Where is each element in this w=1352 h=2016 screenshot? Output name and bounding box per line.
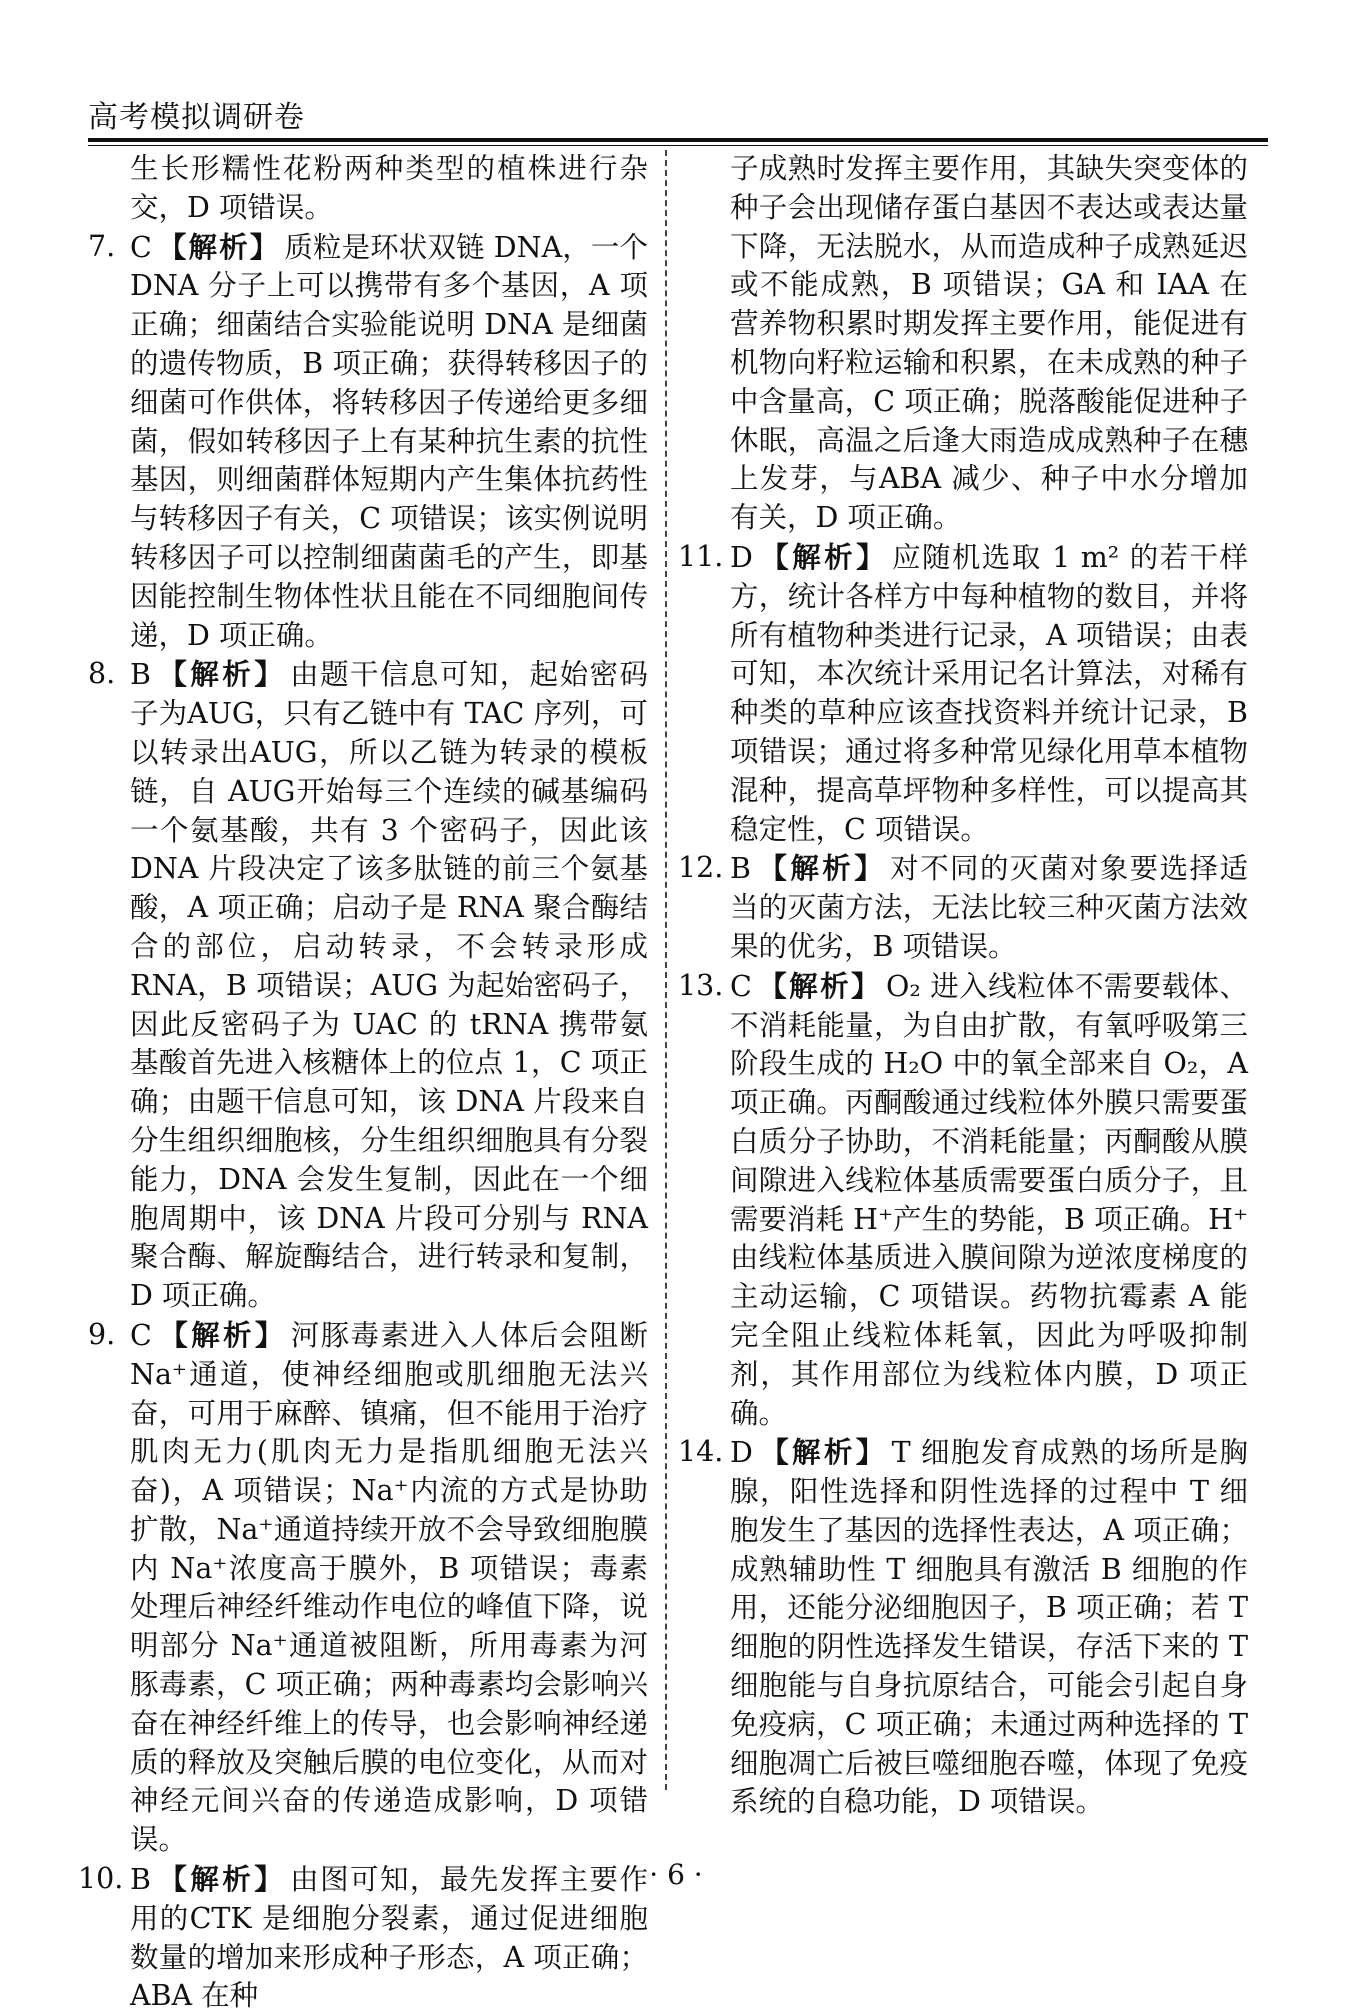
item-number: 11.: [678, 539, 724, 573]
answer-item-8: [88, 655, 648, 1316]
answer-choice: D: [730, 1436, 753, 1470]
analysis-tag: 【解析】: [757, 968, 882, 1003]
right-continuation: 子成熟时发挥主要作用，其缺失突变体的种子会出现储存蛋白基因不表达或表达量下降，无法脱水，从而造成种子成熟延迟或不能成熟，B 项错误；GA 和 IAA 在营养物积累时期发挥主要作用，能促进有机物向籽粒运输和积累，在未成熟的种子中含量高，C 项正确；脱落酸能促进种子休眠，高温之后逢大雨造成成熟种子在穗上发芽，与ABA 减少、种子中水分增加有关，D 项正确。: [730, 152, 1248, 535]
analysis-text: 应随机选取 1 m² 的若干样方，统计各样方中每种植物的数目，并将所有植物种类进行记录，A 项错误；由表可知，本次统计采用记名计算法，对稀有种类的草种应该查找资料并统计记录，B 项错误；通过将多种常见绿化用草本植物混种，提高草坪物种多样性，可以提高其稳定性，C 项错误。: [730, 540, 1248, 846]
page-number: · 6 ·: [649, 1858, 703, 1891]
item-number: 8.: [88, 657, 116, 691]
answer-choice: B: [730, 852, 751, 886]
answer-choice: B: [130, 1863, 151, 1897]
answer-item-13: [678, 967, 1248, 1434]
analysis-text: 对不同的灭菌对象要选择适当的灭菌方法，无法比较三种灭菌方法效果的优劣，B 项错误。: [730, 852, 1248, 963]
item-number: 14.: [678, 1435, 724, 1469]
item-number: 13.: [678, 968, 724, 1002]
answer-choice: C: [730, 969, 752, 1003]
answer-choice: C: [130, 230, 152, 264]
answer-item-12: [678, 849, 1248, 966]
analysis-text: O₂ 进入线粒体不需要载体、不消耗能量，为自由扩散，有氧呼吸第三阶段生成的 H₂O 中的氧全部来自 O₂，A 项正确。丙酮酸通过线粒体外膜只需要蛋白质分子协助，不消耗能量；丙酮酸从膜间隙进入线粒体基质需要蛋白质分子，且需要消耗 H⁺产生的势能，B 项正确。H⁺由线粒体基质进入膜间隙为逆浓度梯度的主动运输，C 项错误。药物抗霉素 A 能完全阻止线粒体耗氧，因此为呼吸抑制剂，其作用部位为线粒体内膜，D 项正确。: [730, 969, 1248, 1430]
left-continuation: 生长形糯性花粉两种类型的植株进行杂交，D 项错误。: [130, 152, 648, 224]
analysis-tag: 【解析】: [157, 229, 281, 264]
analysis-text: 质粒是环状双链 DNA，一个DNA 分子上可以携带有多个基因，A 项正确；细菌结合实验能说明 DNA 是细菌的遗传物质，B 项正确；获得转移因子的细菌可作供体，将转移因子传递给更多细菌，假如转移因子上有某种抗生素的抗性基因，则细菌群体短期内产生集体抗药性与转移因子有关，C 项错误；该实例说明转移因子可以控制细菌菌毛的产生，即基因能控制生物体性状且能在不同细胞间传递，D 项正确。: [130, 230, 648, 652]
answer-item-14: [678, 1433, 1248, 1822]
answer-choice: D: [730, 540, 753, 574]
analysis-tag: 【解析】: [157, 1317, 287, 1352]
answer-choice: B: [130, 658, 151, 692]
analysis-tag: 【解析】: [156, 1862, 287, 1897]
header-rule: [88, 138, 1268, 142]
analysis-text: T 细胞发育成熟的场所是胸腺，阳性选择和阴性选择的过程中 T 细胞发生了基因的选择性表达，A 项正确；成熟辅助性 T 细胞具有激活 B 细胞的作用，还能分泌细胞因子，B 项正确；若 T 细胞的阴性选择发生错误，存活下来的 T 细胞能与自身抗原结合，可能会引起自身免疫病，C 项正确；未通过两种选择的 T 细胞凋亡后被巨噬细胞吞噬，体现了免疫系统的自稳功能，D 项错误。: [730, 1436, 1248, 1819]
column-divider: [665, 150, 667, 1790]
analysis-text: 由题干信息可知，起始密码子为AUG，只有乙链中有 TAC 序列，可以转录出AUG，所以乙链为转录的模板链，自 AUG开始每三个连续的碱基编码一个氨基酸，共有 3 个密码子，因此该 DNA 片段决定了该多肽链的前三个氨基酸，A 项正确；启动子是 RNA 聚合酶结合的部位，启动转录，不会转录形成 RNA，B 项错误；AUG 为起始密码子，因此反密码子为 UAC 的 tRNA 携带氨基酸首先进入核糖体上的位点 1，C 项正确；由题干信息可知，该 DNA 片段来自分生组织细胞核，分生组织细胞具有分裂能力，DNA 会发生复制，因此在一个细胞周期中，该 DNA 片段可分别与 RNA 聚合酶、解旋酶结合，进行转录和复制，D 项正确。: [130, 658, 648, 1313]
analysis-tag: 【解析】: [758, 539, 889, 574]
analysis-tag: 【解析】: [756, 851, 887, 886]
header-rule-thin: [88, 145, 1268, 146]
analysis-tag: 【解析】: [156, 657, 287, 692]
item-number: 9.: [88, 1317, 116, 1351]
analysis-tag: 【解析】: [758, 1435, 888, 1470]
answer-item-11: [678, 538, 1248, 849]
analysis-text: 河豚毒素进入人体后会阻断Na⁺通道，使神经细胞或肌细胞无法兴奋，可用于麻醉、镇痛，但不能用于治疗肌肉无力(肌肉无力是指肌细胞无法兴奋)，A 项错误；Na⁺内流的方式是协助扩散，Na⁺通道持续开放不会导致细胞膜内 Na⁺浓度高于膜外，B 项错误；毒素处理后神经纤维动作电位的峰值下降，说明部分 Na⁺通道被阻断，所用毒素为河豚毒素，C 项正确；两种毒素均会影响兴奋在神经纤维上的传导，也会影响神经递质的释放及突触后膜的电位变化，从而对神经元间兴奋的传递造成影响，D 项错误。: [130, 1318, 648, 1857]
answer-choice: C: [130, 1318, 152, 1352]
page-header: [88, 98, 1268, 138]
answer-item-7: [88, 228, 648, 656]
answer-item-9: [88, 1316, 648, 1860]
analysis-text: 由图可知，最先发挥主要作用的CTK 是细胞分裂素，通过促进细胞数量的增加来形成种子形态，A 项正确；ABA 在种: [130, 1863, 648, 2013]
item-number: 12.: [678, 851, 724, 885]
item-number: 10.: [78, 1862, 124, 1896]
right-column: [678, 150, 1248, 1822]
header-title: 高考模拟调研卷: [88, 100, 305, 135]
left-column: [78, 150, 648, 2016]
item-number: 7.: [88, 229, 116, 263]
